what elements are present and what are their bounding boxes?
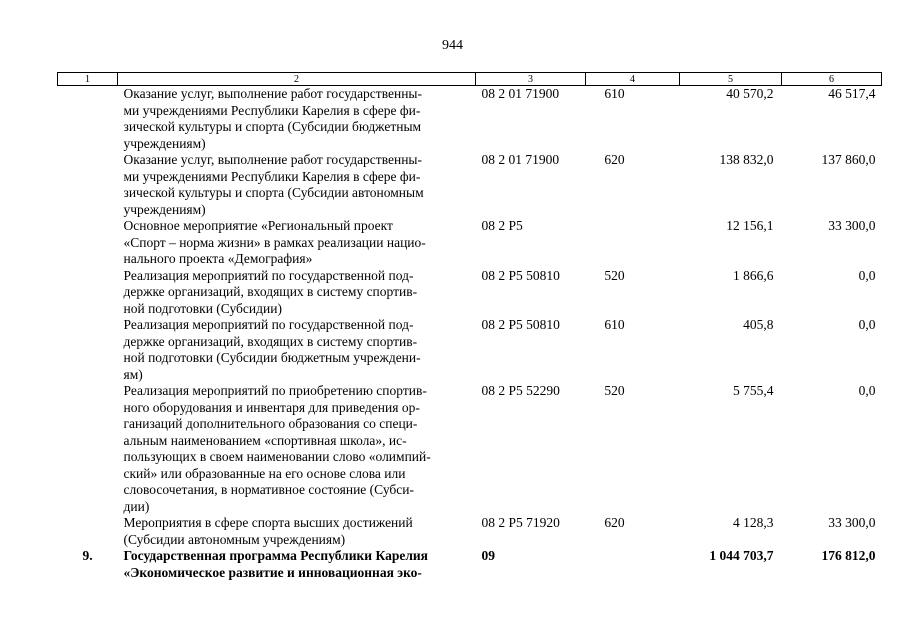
table-row bbox=[58, 548, 882, 581]
row-name bbox=[118, 383, 476, 515]
row-amount-2: 33 300,0 bbox=[828, 218, 876, 233]
row-name bbox=[118, 268, 476, 318]
row-name bbox=[118, 317, 476, 383]
row-name-line: Реализация мероприятий по государственной под- bbox=[123, 317, 414, 332]
row-name-line: держке организаций, входящих в систему спортив- bbox=[123, 333, 418, 349]
row-code: 08 2 P5 50810 bbox=[481, 317, 560, 332]
row-amount-2: 0,0 bbox=[858, 267, 876, 283]
row-kind bbox=[586, 548, 680, 581]
row-kind: 620 bbox=[604, 515, 625, 530]
row-number bbox=[58, 383, 118, 515]
row-name-line: Основное мероприятие «Региональный проект bbox=[123, 218, 393, 233]
row-kind: 520 bbox=[604, 383, 625, 398]
row-name-line: Оказание услуг, выполнение работ государственны- bbox=[123, 86, 423, 101]
row-name-line: ной подготовки (Субсидии) bbox=[123, 300, 282, 316]
table-row bbox=[58, 515, 882, 548]
row-name-line: ганизаций дополнительного образования со специ- bbox=[123, 416, 418, 431]
row-code: 08 2 01 71900 bbox=[481, 86, 560, 101]
row-name-line: держке организаций, входящих в систему спортив- bbox=[123, 284, 418, 299]
row-name-line: Реализация мероприятий по приобретению спортив- bbox=[123, 383, 427, 398]
row-name-line: ной подготовки (Субсидии бюджетным учреждени- bbox=[123, 350, 421, 365]
row-name bbox=[118, 152, 476, 218]
row-name bbox=[118, 218, 476, 268]
row-kind: 520 bbox=[604, 267, 625, 283]
table-row bbox=[58, 86, 882, 153]
row-code: 09 bbox=[481, 548, 495, 563]
row-number bbox=[58, 152, 118, 218]
column-header-2: 2 bbox=[118, 73, 476, 86]
row-code: 08 2 P5 50810 bbox=[481, 267, 560, 283]
row-name-line: зической культуры и спорта (Субсидии бюджетным bbox=[123, 119, 422, 134]
row-name bbox=[118, 86, 476, 153]
row-amount-1: 40 570,2 bbox=[726, 86, 774, 101]
row-name-line: ский» или образованные на его основе слова или bbox=[123, 465, 406, 481]
row-code: 08 2 P5 52290 bbox=[481, 383, 560, 398]
row-amount-2: 33 300,0 bbox=[828, 515, 876, 530]
column-header-6: 6 bbox=[782, 73, 882, 86]
row-amount-2: 0,0 bbox=[858, 317, 876, 332]
table-header bbox=[58, 73, 882, 86]
column-header-3: 3 bbox=[476, 73, 586, 86]
row-name-line: пользующих в своем наименовании слово «олимпий- bbox=[123, 449, 431, 464]
row-kind: 620 bbox=[604, 152, 625, 167]
row-number: 9. bbox=[82, 548, 93, 563]
row-name bbox=[118, 515, 476, 548]
row-name-line: Реализация мероприятий по государственной под- bbox=[123, 267, 414, 283]
budget-table bbox=[57, 72, 882, 581]
row-amount-1: 12 156,1 bbox=[726, 218, 774, 233]
table-row bbox=[58, 383, 882, 515]
row-amount-2: 176 812,0 bbox=[821, 548, 876, 563]
row-kind: 610 bbox=[604, 317, 625, 332]
row-code: 08 2 P5 71920 bbox=[481, 515, 560, 530]
row-name-line: словосочетания, в нормативное состояние (Субси- bbox=[123, 482, 414, 497]
column-header-1: 1 bbox=[58, 73, 118, 86]
row-name-line: ного оборудования и инвентаря для приведения ор- bbox=[123, 399, 420, 415]
row-number bbox=[58, 86, 118, 153]
row-name-line: учреждениям) bbox=[123, 201, 206, 217]
row-name-line: нального проекта «Демография» bbox=[123, 251, 313, 266]
page-number: 944 bbox=[442, 38, 463, 53]
row-amount-1: 405,8 bbox=[743, 317, 774, 332]
row-name-line: (Субсидии автономным учреждениям) bbox=[123, 531, 346, 547]
row-number bbox=[58, 515, 118, 548]
row-amount-1: 1 044 703,7 bbox=[709, 548, 774, 563]
row-code: 08 2 01 71900 bbox=[481, 152, 560, 167]
row-amount-2: 137 860,0 bbox=[821, 152, 876, 167]
column-header-4: 4 bbox=[586, 73, 680, 86]
table-row bbox=[58, 218, 882, 268]
table-row bbox=[58, 152, 882, 218]
row-code: 08 2 P5 bbox=[481, 218, 523, 233]
row-name-line: ми учреждениями Республики Карелия в сфере фи- bbox=[123, 102, 421, 118]
row-name-line: Государственная программа Республики Карелия bbox=[123, 548, 428, 563]
column-header-5: 5 bbox=[680, 73, 782, 86]
row-amount-2: 46 517,4 bbox=[828, 86, 876, 101]
row-name-line: ми учреждениями Республики Карелия в сфере фи- bbox=[123, 168, 421, 184]
row-name-line: зической культуры и спорта (Субсидии автономным bbox=[123, 185, 424, 200]
row-name bbox=[118, 548, 476, 581]
row-amount-1: 5 755,4 bbox=[733, 383, 774, 398]
row-name-line: «Экономическое развитие и инновационная эко- bbox=[123, 564, 422, 580]
table-row bbox=[58, 268, 882, 318]
row-name-line: ям) bbox=[123, 366, 143, 382]
table-body bbox=[58, 86, 882, 582]
row-number bbox=[58, 268, 118, 318]
row-name-line: «Спорт – норма жизни» в рамках реализации нацио- bbox=[123, 234, 426, 250]
row-name-line: учреждениям) bbox=[123, 135, 206, 151]
row-amount-1: 4 128,3 bbox=[733, 515, 774, 530]
row-name-line: альным наименованием «спортивная школа», ис- bbox=[123, 432, 407, 448]
row-kind: 610 bbox=[604, 86, 625, 101]
row-name-line: Оказание услуг, выполнение работ государственны- bbox=[123, 152, 423, 167]
row-number bbox=[58, 317, 118, 383]
row-number bbox=[58, 218, 118, 268]
row-amount-1: 1 866,6 bbox=[733, 267, 774, 283]
row-name-line: Мероприятия в сфере спорта высших достижений bbox=[123, 515, 413, 530]
row-amount-1: 138 832,0 bbox=[719, 152, 774, 167]
row-amount-2: 0,0 bbox=[858, 383, 876, 398]
table-row bbox=[58, 317, 882, 383]
row-kind bbox=[586, 218, 680, 268]
row-name-line: дии) bbox=[123, 498, 150, 514]
